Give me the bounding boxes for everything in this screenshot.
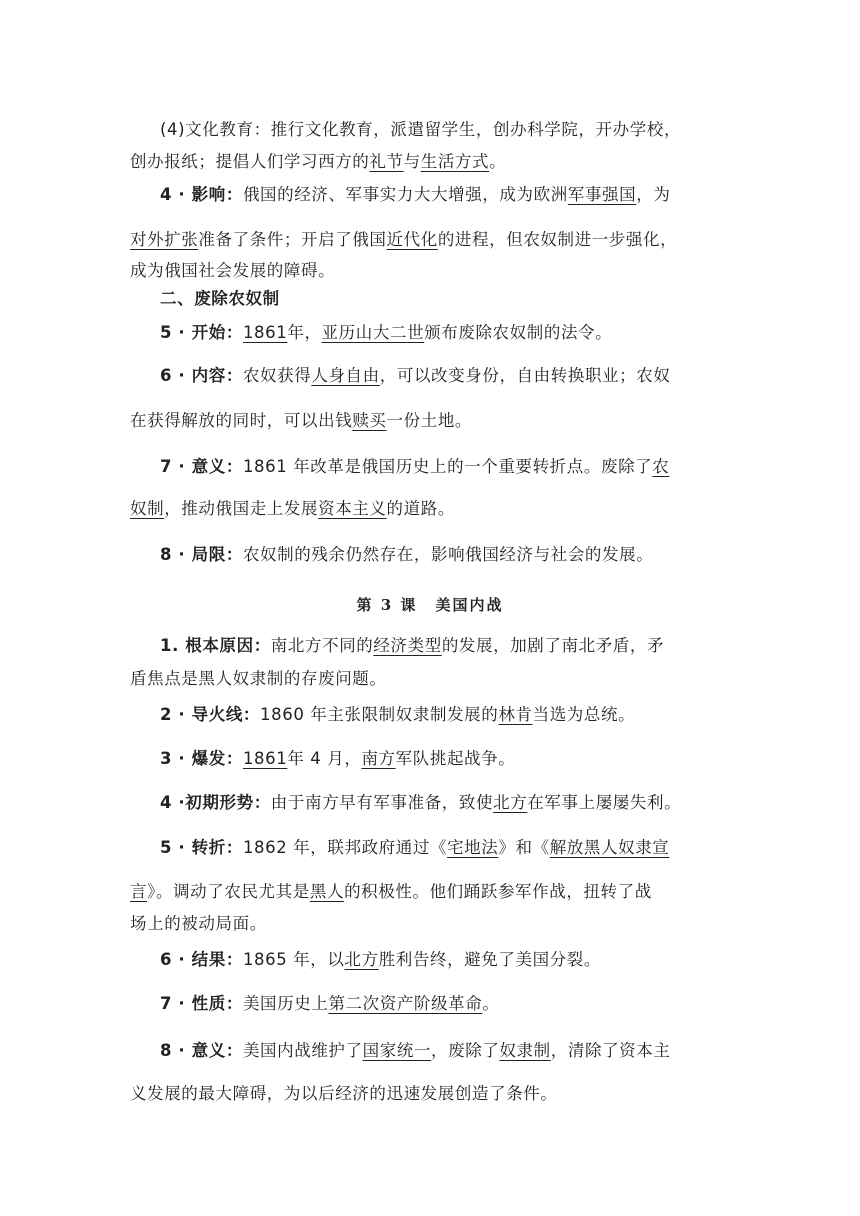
answer-blank: 1861 [242, 749, 288, 768]
answer-blank: 国家统一 [362, 1041, 432, 1060]
answer-blank: 南方 [361, 749, 396, 768]
text: 颁布废除农奴制的法令。 [424, 323, 613, 342]
answer-blank: 言 [130, 882, 148, 901]
text: 的积极性。他们踊跃参军作战，扭转了战 [344, 882, 652, 901]
paragraph-nature [160, 992, 735, 1016]
text: 年 4 月， [287, 749, 362, 768]
paragraph-result [160, 948, 735, 972]
text: 的发展，加剧了南北矛盾，矛 [441, 636, 665, 655]
answer-blank: 解放黑人奴隶宣 [549, 838, 670, 857]
text: 农奴获得 [242, 366, 312, 385]
answer-blank: 北方 [493, 793, 528, 812]
section-heading: 二、废除农奴制 [160, 289, 280, 308]
text: ，废除了 [431, 1041, 500, 1060]
text: 与 [403, 152, 421, 171]
text: 的进程，但农奴制进一步强化， [437, 230, 678, 249]
paragraph-early-situation [160, 791, 735, 815]
answer-blank: 赎买 [352, 411, 387, 430]
paragraph-significance-line2 [130, 497, 735, 521]
text: 1862 年，联邦政府通过《 [242, 838, 448, 857]
text: 军队挑起战争。 [395, 749, 516, 768]
text: 》。调动了农民尤其是 [147, 882, 310, 901]
text: (4)文化教育：推行文化教育，派遣留学生，创办科学院，开办学校， [160, 120, 682, 139]
answer-blank: 经济类型 [373, 636, 442, 655]
lesson-number: 第 3 课 [356, 596, 418, 614]
text: 准备了条件；开启了俄国 [198, 230, 387, 249]
text: 由于南方早有军事准备，致使 [270, 793, 494, 812]
text: 。 [482, 994, 500, 1013]
answer-blank: 礼节 [369, 152, 404, 171]
item-label: 5 · 开始： [160, 323, 243, 342]
text: 俄国的经济、军事实力大大增强，成为欧洲 [242, 185, 568, 204]
text: 南北方不同的 [270, 636, 374, 655]
answer-blank: 军事强国 [567, 185, 637, 204]
paragraph-turning-point-line2 [130, 880, 735, 904]
text: ，推动俄国走上发展 [164, 499, 319, 518]
paragraph-root-cause-line2 [130, 667, 735, 691]
paragraph-culture-line1 [160, 118, 735, 142]
lesson-title [0, 594, 860, 615]
answer-blank: 北方 [344, 950, 379, 969]
item-label: 6 · 内容： [160, 366, 243, 385]
paragraph-content-line2 [130, 409, 735, 433]
text: 胜利告终，避免了美国分裂。 [378, 950, 601, 969]
paragraph-root-cause-line1 [160, 634, 735, 658]
answer-blank: 对外扩张 [130, 230, 199, 249]
paragraph-influence-line2 [130, 228, 735, 252]
answer-blank: 第二次资产阶级革命 [328, 994, 483, 1013]
item-label: 6 · 结果： [160, 950, 243, 969]
answer-blank: 林肯 [498, 705, 533, 724]
text: 美国内战维护了 [242, 1041, 363, 1060]
text: 》和《 [498, 838, 550, 857]
paragraph-outbreak [160, 747, 735, 771]
paragraph-limitation [160, 543, 735, 567]
item-label: 7 · 意义： [160, 457, 243, 476]
text: 美国历史上 [242, 994, 329, 1013]
text: 盾焦点是黑人奴隶制的存废问题。 [130, 669, 387, 688]
paragraph-culture-line2 [130, 150, 735, 174]
text: 1865 年，以 [242, 950, 345, 969]
lesson-name: 美国内战 [435, 596, 504, 614]
text: 1860 年主张限制奴隶制发展的 [260, 705, 499, 724]
item-label: 8 · 意义： [160, 1041, 243, 1060]
text: 成为俄国社会发展的障碍。 [130, 261, 336, 280]
text: 的道路。 [386, 499, 455, 518]
paragraph-influence-line3 [130, 259, 735, 283]
paragraph-start [160, 321, 735, 345]
text: 创办报纸；提倡人们学习西方的 [130, 152, 370, 171]
paragraph-significance-line1 [160, 455, 735, 479]
answer-blank: 1861 [242, 323, 288, 342]
paragraph-influence-line1 [160, 183, 735, 207]
answer-blank: 农 [652, 457, 670, 476]
item-label: 4 · 影响： [160, 185, 243, 204]
answer-blank: 宅地法 [447, 838, 499, 857]
text: 当选为总统。 [532, 705, 636, 724]
text: 。 [489, 152, 507, 171]
answer-blank: 亚历山大二世 [321, 323, 425, 342]
item-label: 7 · 性质： [160, 994, 243, 1013]
text: 一份土地。 [386, 411, 473, 430]
item-label: 3 · 爆发： [160, 749, 243, 768]
answer-blank: 黑人 [309, 882, 345, 901]
text: 1861 年改革是俄国历史上的一个重要转折点。废除了 [242, 457, 653, 476]
answer-blank: 奴制 [130, 499, 165, 518]
text: 年， [287, 323, 322, 342]
answer-blank: 人身自由 [311, 366, 380, 385]
item-label: 8 · 局限： [160, 545, 243, 564]
text: 农奴制的残余仍然存在，影响俄国经济与社会的发展。 [242, 545, 654, 564]
paragraph-trigger [160, 703, 735, 727]
paragraph-turning-point-line3 [130, 912, 735, 936]
item-label: 4 ·初期形势： [160, 793, 271, 812]
answer-blank: 近代化 [386, 230, 438, 249]
text: ，清除了资本主 [550, 1041, 671, 1060]
answer-blank: 生活方式 [420, 152, 490, 171]
text: ，为 [636, 185, 671, 204]
answer-blank: 资本主义 [318, 499, 387, 518]
item-label: 1. 根本原因： [160, 636, 271, 655]
paragraph-meaning-line2 [130, 1082, 735, 1106]
text: 在获得解放的同时，可以出钱 [130, 411, 353, 430]
paragraph-meaning-line1 [160, 1039, 735, 1063]
paragraph-turning-point-line1 [160, 836, 735, 860]
text: ，可以改变身份，自由转换职业；农奴 [379, 366, 671, 385]
item-label: 5 · 转折： [160, 838, 243, 857]
answer-blank: 奴隶制 [499, 1041, 551, 1060]
text: 场上的被动局面。 [130, 914, 267, 933]
paragraph-content-line1 [160, 364, 735, 388]
item-label: 2 · 导火线： [160, 705, 261, 724]
text: 在军事上屡屡失利。 [527, 793, 682, 812]
text: 义发展的最大障碍，为以后经济的迅速发展创造了条件。 [130, 1084, 558, 1103]
